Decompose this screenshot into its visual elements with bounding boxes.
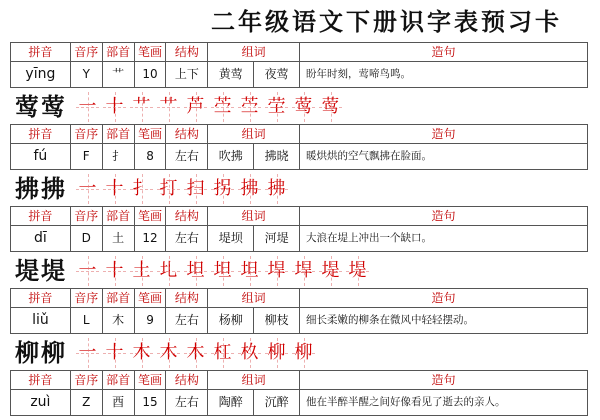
jiegou-cell: 左右 [166,226,208,251]
header-cell: 部首 [103,289,135,307]
stroke-step [128,90,155,124]
pinyin-cell: fú [11,144,71,169]
stroke-glyph: 十 [105,178,124,199]
stroke-step [290,90,317,124]
bihua-cell: 9 [135,308,167,333]
header-cell: 造句 [431,209,456,223]
stroke-step [74,172,101,206]
stroke-step [155,254,182,288]
header-cell: 组词 [208,125,300,143]
bihua-cell: 12 [135,226,167,251]
yinxu-cell: Y [71,62,103,87]
stroke-step [182,172,209,206]
stroke-glyph: 十 [105,260,124,281]
stroke-glyph: 圠 [159,260,178,281]
yinxu-cell: D [71,226,103,251]
stroke-glyph: 十 [105,342,124,363]
stroke-step [263,254,290,288]
word-cell: 吹拂 [208,144,254,169]
jiegou-cell: 上下 [166,62,208,87]
header-cell: 结构 [166,371,208,389]
stroke-step [209,336,236,370]
entry-block [10,124,588,170]
header-cell: 音序 [71,371,103,389]
big-character: 堤 [15,256,39,285]
header-cell: 部首 [103,125,135,143]
stroke-glyph: 苎 [240,96,259,117]
stroke-glyph: 拂 [267,178,286,199]
stroke-glyph: 芦 [186,96,205,117]
bihua-cell: 8 [135,144,167,169]
table-row [10,62,588,88]
pinyin-cell: zuì [11,390,71,415]
table-header-row [10,42,588,62]
header-cell: 结构 [166,43,208,61]
header-cell: 笔画 [135,371,167,389]
stroke-glyph: 坦 [213,260,232,281]
bushou-cell: 酉 [103,390,135,415]
stroke-step [236,336,263,370]
stroke-step [263,336,290,370]
bushou-cell: 木 [103,308,135,333]
big-character: 堤 [41,256,65,285]
stroke-step [263,90,290,124]
word-cell: 陶醉 [208,390,254,415]
stroke-step [74,90,101,124]
stroke-glyph: 堤 [348,260,367,281]
header-cell: 组词 [208,371,300,389]
stroke-step [209,90,236,124]
stroke-order-grid [10,172,600,206]
jiegou-cell: 左右 [166,308,208,333]
yinxu-cell: Z [71,390,103,415]
table-header-row [10,288,588,308]
stroke-step [101,254,128,288]
stroke-step [317,254,344,288]
stroke-step [101,172,128,206]
stroke-step [344,254,371,288]
stroke-glyph: 茔 [267,96,286,117]
stroke-step [128,336,155,370]
stroke-step [128,254,155,288]
stroke-step [317,90,344,124]
stroke-glyph: 垾 [294,260,313,281]
table-header-row [10,370,588,390]
stroke-glyph: 木 [159,342,178,363]
header-cell: 笔画 [135,207,167,225]
table-row [10,390,588,416]
header-cell: 拼音 [11,371,71,389]
header-cell: 结构 [166,207,208,225]
yinxu-cell: F [71,144,103,169]
bushou-cell: 土 [103,226,135,251]
header-cell: 结构 [166,125,208,143]
stroke-glyph: 打 [159,178,178,199]
header-cell: 造句 [431,373,456,387]
stroke-glyph: 杦 [240,342,259,363]
entry-block [10,206,588,252]
stroke-step [182,90,209,124]
stroke-glyph: 艹 [132,96,151,117]
stroke-glyph: 坦 [186,260,205,281]
header-cell: 音序 [71,207,103,225]
header-cell: 部首 [103,43,135,61]
stroke-step [263,172,290,206]
word-cell: 堤坝 [208,226,254,251]
stroke-step [74,254,101,288]
stroke-step [155,90,182,124]
big-character: 莺 [15,92,39,121]
sentence-cell: 他在半醉半醒之间好像看见了逝去的亲人。 [306,396,506,408]
table-row [10,144,588,170]
stroke-glyph: 莺 [294,96,313,117]
stroke-step [236,172,263,206]
pinyin-cell: dī [11,226,71,251]
header-cell: 音序 [71,289,103,307]
stroke-glyph: 十 [105,96,124,117]
pinyin-cell: yīng [11,62,71,87]
stroke-glyph: 苎 [213,96,232,117]
stroke-glyph: 坦 [240,260,259,281]
header-cell: 拼音 [11,125,71,143]
stroke-step [128,172,155,206]
page-title: 二年级语文下册识字表预习卡 [211,8,562,36]
stroke-step [209,172,236,206]
entry-block [10,42,588,88]
header-cell: 部首 [103,371,135,389]
header-cell: 部首 [103,207,135,225]
header-cell: 拼音 [11,43,71,61]
header-cell: 造句 [431,127,456,141]
header-cell: 笔画 [135,289,167,307]
bushou-cell: 艹 [103,62,135,87]
bushou-cell: 扌 [103,144,135,169]
header-cell: 造句 [431,291,456,305]
stroke-step [236,90,263,124]
word-cell: 河堤 [254,226,300,251]
stroke-glyph: 莺 [321,96,340,117]
header-cell: 音序 [71,43,103,61]
stroke-glyph: 拂 [240,178,259,199]
sentence-cell: 细长柔嫩的柳条在微风中轻轻摆动。 [306,314,475,326]
stroke-glyph: 一 [78,178,97,199]
big-character: 拂 [41,174,65,203]
stroke-step [101,90,128,124]
table-header-row [10,206,588,226]
entry-block [10,370,588,416]
stroke-glyph: 一 [78,260,97,281]
jiegou-cell: 左右 [166,144,208,169]
stroke-glyph: 木 [186,342,205,363]
header-cell: 组词 [208,43,300,61]
table-row [10,226,588,252]
header-cell: 笔画 [135,125,167,143]
stroke-step [155,172,182,206]
header-cell: 结构 [166,289,208,307]
stroke-glyph: 一 [78,96,97,117]
stroke-step [236,254,263,288]
header-cell: 音序 [71,125,103,143]
big-character: 莺 [41,92,65,121]
stroke-glyph: 杠 [213,342,232,363]
word-cell: 黄莺 [208,62,254,87]
jiegou-cell: 左右 [166,390,208,415]
stroke-glyph: 木 [132,342,151,363]
stroke-glyph: 柳 [294,342,313,363]
stroke-glyph: 土 [132,260,151,281]
stroke-step [182,336,209,370]
header-cell: 拼音 [11,289,71,307]
stroke-glyph: 扫 [186,178,205,199]
word-cell: 夜莺 [254,62,300,87]
sentence-cell: 盼年时刻，莺啼鸟鸣。 [306,68,412,80]
word-cell: 拂晓 [254,144,300,169]
word-cell: 杨柳 [208,308,254,333]
header-cell: 造句 [431,45,456,59]
stroke-step [182,254,209,288]
word-cell: 柳枝 [254,308,300,333]
stroke-step [290,254,317,288]
entry-block [10,288,588,334]
stroke-step [101,336,128,370]
stroke-step [155,336,182,370]
big-character: 柳 [41,338,65,367]
header-cell: 组词 [208,207,300,225]
sentence-cell: 暖烘烘的空气飘拂在脸面。 [306,150,433,162]
stroke-order-grid [10,90,600,124]
bihua-cell: 15 [135,390,167,415]
header-cell: 拼音 [11,207,71,225]
table-header-row [10,124,588,144]
stroke-glyph: 柳 [267,342,286,363]
stroke-step [290,336,317,370]
stroke-glyph: 扌 [132,178,151,199]
stroke-order-grid [10,254,600,288]
sentence-cell: 大浪在堤上冲出一个缺口。 [306,232,433,244]
table-row [10,308,588,334]
big-character: 柳 [15,338,39,367]
header-cell: 组词 [208,289,300,307]
stroke-glyph: 拐 [213,178,232,199]
big-character: 拂 [15,174,39,203]
stroke-glyph: 堤 [321,260,340,281]
stroke-glyph: 垾 [267,260,286,281]
bihua-cell: 10 [135,62,167,87]
stroke-step [74,336,101,370]
word-cell: 沉醉 [254,390,300,415]
stroke-glyph: 一 [78,342,97,363]
stroke-glyph: 艹 [159,96,178,117]
stroke-order-grid [10,336,600,370]
yinxu-cell: L [71,308,103,333]
header-cell: 笔画 [135,43,167,61]
pinyin-cell: liǔ [11,308,71,333]
stroke-step [209,254,236,288]
